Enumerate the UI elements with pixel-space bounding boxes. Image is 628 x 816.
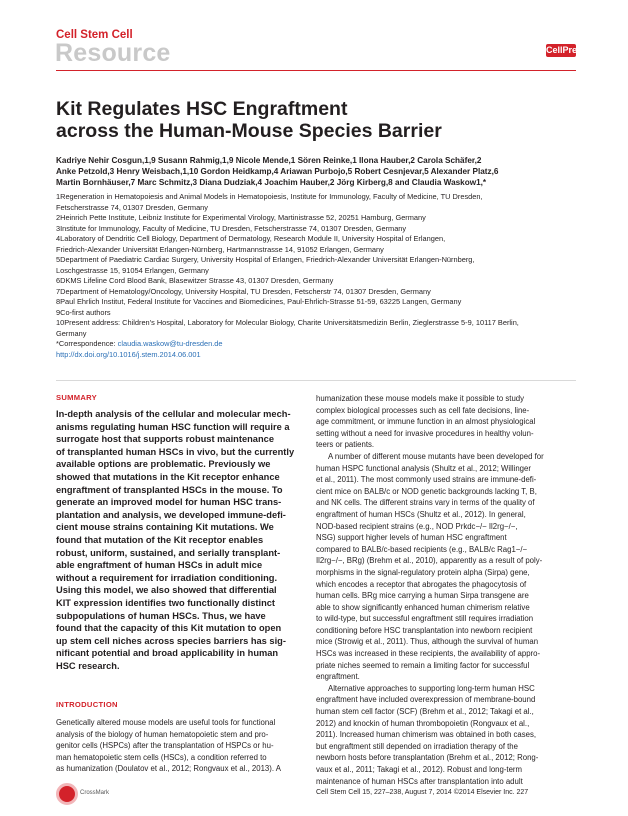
body-line: compared to BALB/c-based recipients (e.g., BALB/c Rag1−/− bbox=[316, 544, 528, 554]
body-line: complex biological processes such as cell fate decisions, line- bbox=[316, 405, 530, 415]
body-line: human stem cell factor (SCF) (Brehm et al., 2012; Takagi et al., bbox=[316, 707, 534, 717]
crossmark-icon[interactable] bbox=[56, 783, 78, 805]
summary-line: without a requirement for irradiation conditioning. bbox=[56, 572, 278, 583]
body-line: morphisms in the signal-regulatory protein alpha (Sirpa) gene, bbox=[316, 567, 530, 577]
summary-line: Using this model, we also showed that differential bbox=[56, 585, 277, 596]
summary-line: able engraftment of human HSCs in adult mice bbox=[56, 560, 263, 571]
summary-line: plantation and analysis, we developed immune-defi- bbox=[56, 509, 286, 520]
affiliation-line: 1Regeneration in Hematopoiesis and Animal Models in Hematopoiesis, Institute for Immunology, Faculty of Medicine, TU Dresden, bbox=[56, 192, 483, 201]
body-line: engraftment. bbox=[316, 672, 360, 682]
summary-line: surrogate host that supports robust maintenance bbox=[56, 434, 274, 445]
author-list bbox=[56, 155, 576, 188]
affiliation-line: 3Institute for Immunology, Faculty of Medicine, TU Dresden, Fetscherstrasse 74, 01307 Dresden, Germany bbox=[56, 223, 407, 233]
body-line: priate niches seemed to remain a limiting factor for successful bbox=[316, 660, 530, 670]
body-line: 2011). Increased human chimerism was obtained in both cases, bbox=[316, 730, 537, 740]
affiliation-line: 6DKMS Lifeline Cord Blood Bank, Blasewitzer Strasse 43, 01307 Dresden, Germany bbox=[56, 276, 334, 285]
affiliation-line: 9Co-first authors bbox=[56, 307, 111, 317]
doi-line bbox=[56, 350, 576, 361]
body-line: cient mice on BALB/c or NOD genetic backgrounds lacking T, B, bbox=[316, 486, 537, 496]
affiliation-line: Fetscherstrasse 74, 01307 Dresden, Germany bbox=[56, 202, 208, 212]
body-line: HSCs was increased in these recipients, the availability of appro- bbox=[316, 649, 541, 659]
header-rule bbox=[56, 70, 576, 71]
body-line: human HSPC functional analysis (Shultz et al., 2012; Willinger bbox=[316, 463, 531, 473]
right-column-text bbox=[316, 393, 578, 787]
summary-line: of transplanted human HSCs in vivo, but the currently bbox=[56, 446, 295, 457]
introduction-line: man hematopoietic stem cells (HSCs), a condition referred to bbox=[56, 752, 267, 762]
introduction-text bbox=[56, 717, 309, 775]
introduction-heading: INTRODUCTION bbox=[56, 700, 118, 709]
author-line: Martin Bornhäuser,7 Marc Schmitz,3 Diana Dudziak,4 Joachim Hauber,2 Jörg Kirberg,8 and Claudia Waskow1,* bbox=[56, 178, 487, 187]
journal-name: Cell Stem Cell bbox=[56, 29, 133, 41]
body-line: Alternative approaches to supporting long-term human HSC bbox=[328, 683, 535, 693]
correspondence-email-link[interactable]: claudia.waskow@tu-dresden.de bbox=[117, 339, 223, 348]
body-line: setting without a need for invasive procedures in healthy volun- bbox=[316, 428, 534, 438]
body-line: Il2rg−/−, BRg) (Brehm et al., 2010), apparently as a result of poly- bbox=[316, 556, 543, 566]
affiliation-list bbox=[56, 192, 576, 360]
body-line: A number of different mouse mutants have been developed for bbox=[328, 451, 544, 461]
correspondence-label: *Correspondence: bbox=[56, 339, 118, 348]
summary-line: generate an improved model for human HSC trans- bbox=[56, 497, 282, 508]
body-line: conditioning before HSC transplantation into newborn recipient bbox=[316, 625, 533, 635]
article-type: Resource bbox=[55, 39, 171, 67]
body-line: et al., 2011). The most commonly used strains are immune-defi- bbox=[316, 475, 537, 485]
author-line: Anke Petzold,3 Henry Weisbach,1,10 Gordon Heidkamp,4 Ariawan Purbojo,5 Robert Cesnjevar,5 Alexander Platz,6 bbox=[56, 167, 499, 176]
summary-line: anisms regulating human HSC function will require a bbox=[56, 421, 290, 432]
summary-line: subpopulations of human HSCs. Thus, we have bbox=[56, 610, 266, 621]
affiliation-line: 5Department of Paediatric Cardiac Surgery, University Hospital of Erlangen, Friedrich-Alexander Universität Erlangen-Nürnberg, bbox=[56, 255, 475, 264]
summary-line: nificant potential and broad applicability in human bbox=[56, 648, 279, 659]
body-line: newborn hosts before transplantation (Brehm et al., 2012; Rong- bbox=[316, 753, 539, 763]
affiliation-line: 10Present address: Children's Hospital, Laboratory for Molecular Biology, Charite Universitätsmedizin Berlin, Zieglerstrasse 5-9, 10117 Berlin, bbox=[56, 318, 519, 327]
body-line: engraftment of human HSCs (Shultz et al., 2012). In general, bbox=[316, 509, 526, 519]
article-title bbox=[56, 98, 576, 142]
summary-line: KIT expression identifies two functionally distinct bbox=[56, 597, 276, 608]
body-line: NSG) support higher levels of human HSC engraftment bbox=[316, 533, 507, 543]
body-line: to wild-type, but successful engraftment still requires irradiation bbox=[316, 614, 534, 624]
crossmark-label: CrossMark bbox=[80, 790, 110, 796]
publisher-logo: CellPress bbox=[546, 45, 588, 55]
correspondence-line bbox=[56, 339, 576, 350]
affiliation-line: Germany bbox=[56, 328, 87, 338]
footer-citation: Cell Stem Cell 15, 227–238, August 7, 2014 ©2014 Elsevier Inc. 227 bbox=[316, 789, 529, 796]
body-line: engraftment have included overexpression of membrane-bound bbox=[316, 695, 536, 705]
title-line: Kit Regulates HSC Engraftment bbox=[56, 98, 348, 120]
summary-line: cient mouse strains containing Kit mutations. We bbox=[56, 522, 274, 533]
summary-line: robust, uniform, sustained, and serially transplant- bbox=[56, 547, 281, 558]
affiliation-line: 4Laboratory of Dendritic Cell Biology, Department of Dermatology, Research Module II, University Hospital of Erlangen, bbox=[56, 234, 446, 243]
summary-divider bbox=[56, 380, 576, 381]
body-line: able to show significantly enhanced human chimerism relative bbox=[316, 602, 530, 612]
body-line: which encodes a receptor that abrogates the phagocytosis of bbox=[316, 579, 527, 589]
summary-line: engraftment of transplanted HSCs in the mouse. To bbox=[56, 484, 283, 495]
body-line: maintenance of human HSCs after transplantation into adult bbox=[316, 776, 523, 786]
body-line: NOD-based recipient strains (e.g., NOD Prkdc−/− Il2rg−/−, bbox=[316, 521, 518, 531]
body-line: teers or patients. bbox=[316, 440, 375, 450]
affiliation-line: 7Department of Hematology/Oncology, University Hospital, TU Dresden, Fetscherstr 74, 01307 Dresden, Germany bbox=[56, 286, 431, 296]
summary-line: In-depth analysis of the cellular and molecular mech- bbox=[56, 409, 291, 419]
doi-link[interactable]: http://dx.doi.org/10.1016/j.stem.2014.06.001 bbox=[56, 349, 201, 359]
introduction-line: Genetically altered mouse models are useful tools for functional bbox=[56, 718, 276, 727]
body-line: humanization these mouse models make it possible to study bbox=[316, 394, 525, 403]
introduction-line: analysis of the biology of human hematopoietic stem and pro- bbox=[56, 729, 269, 739]
body-line: mice (Strowig et al., 2011). Thus, although the survival of human bbox=[316, 637, 539, 647]
summary-line: HSC research. bbox=[56, 660, 120, 671]
body-line: but engraftment still depended on irradiation therapy of the bbox=[316, 741, 518, 751]
affiliation-line: 8Paul Ehrlich Institut, Federal Institute for Vaccines and Biomedicines, Paul-Ehrlich-Strasse 51-59, 63225 Langen, Germany bbox=[56, 297, 462, 306]
summary-line: up stem cell niches across species barriers has sig- bbox=[56, 635, 286, 646]
body-line: and NK cells. The different strains vary in terms of the quality of bbox=[316, 498, 535, 508]
affiliation-line: 2Heinrich Pette Institute, Leibniz Institute for Experimental Virology, Martinistrasse 52, 20251 Hamburg, Germany bbox=[56, 213, 426, 222]
author-line: Kadriye Nehir Cosgun,1,9 Susann Rahmig,1,9 Nicole Mende,1 Sören Reinke,1 Ilona Hauber,2 Carola Schäfer,2 bbox=[56, 156, 482, 165]
body-line: human cells. BRg mice carrying a human Sirpa transgene are bbox=[316, 591, 529, 601]
body-line: vaux et al., 2011; Takagi et al., 2012). Robust and long-term bbox=[316, 765, 523, 774]
summary-heading: SUMMARY bbox=[56, 393, 98, 402]
title-line: across the Human-Mouse Species Barrier bbox=[56, 120, 442, 142]
introduction-line: as humanization (Doulatov et al., 2012; Rongvaux et al., 2013). A bbox=[56, 764, 281, 774]
affiliation-line: Friedrich-Alexander Universität Erlangen-Nürnberg, Hartmannstrasse 14, 91052 Erlangen, Germany bbox=[56, 244, 384, 254]
summary-line: found that the capacity of this Kit mutation to open bbox=[56, 623, 282, 634]
body-line: age commitment, or immune function in an almost physiological bbox=[316, 417, 536, 427]
summary-line: available options are problematic. Previously we bbox=[56, 459, 271, 470]
affiliation-line: Loschgestrasse 15, 91054 Erlangen, Germany bbox=[56, 265, 209, 275]
body-line: 2012) and knockin of human thrombopoietin (Rongvaux et al., bbox=[316, 718, 530, 728]
introduction-line: genitor cells (HSPCs) after the transplantation of HSPCs or hu- bbox=[56, 741, 274, 751]
summary-text bbox=[56, 408, 309, 672]
summary-line: showed that mutations in the Kit receptor enhance bbox=[56, 471, 280, 482]
summary-line: found that mutation of the Kit receptor enables bbox=[56, 534, 264, 545]
